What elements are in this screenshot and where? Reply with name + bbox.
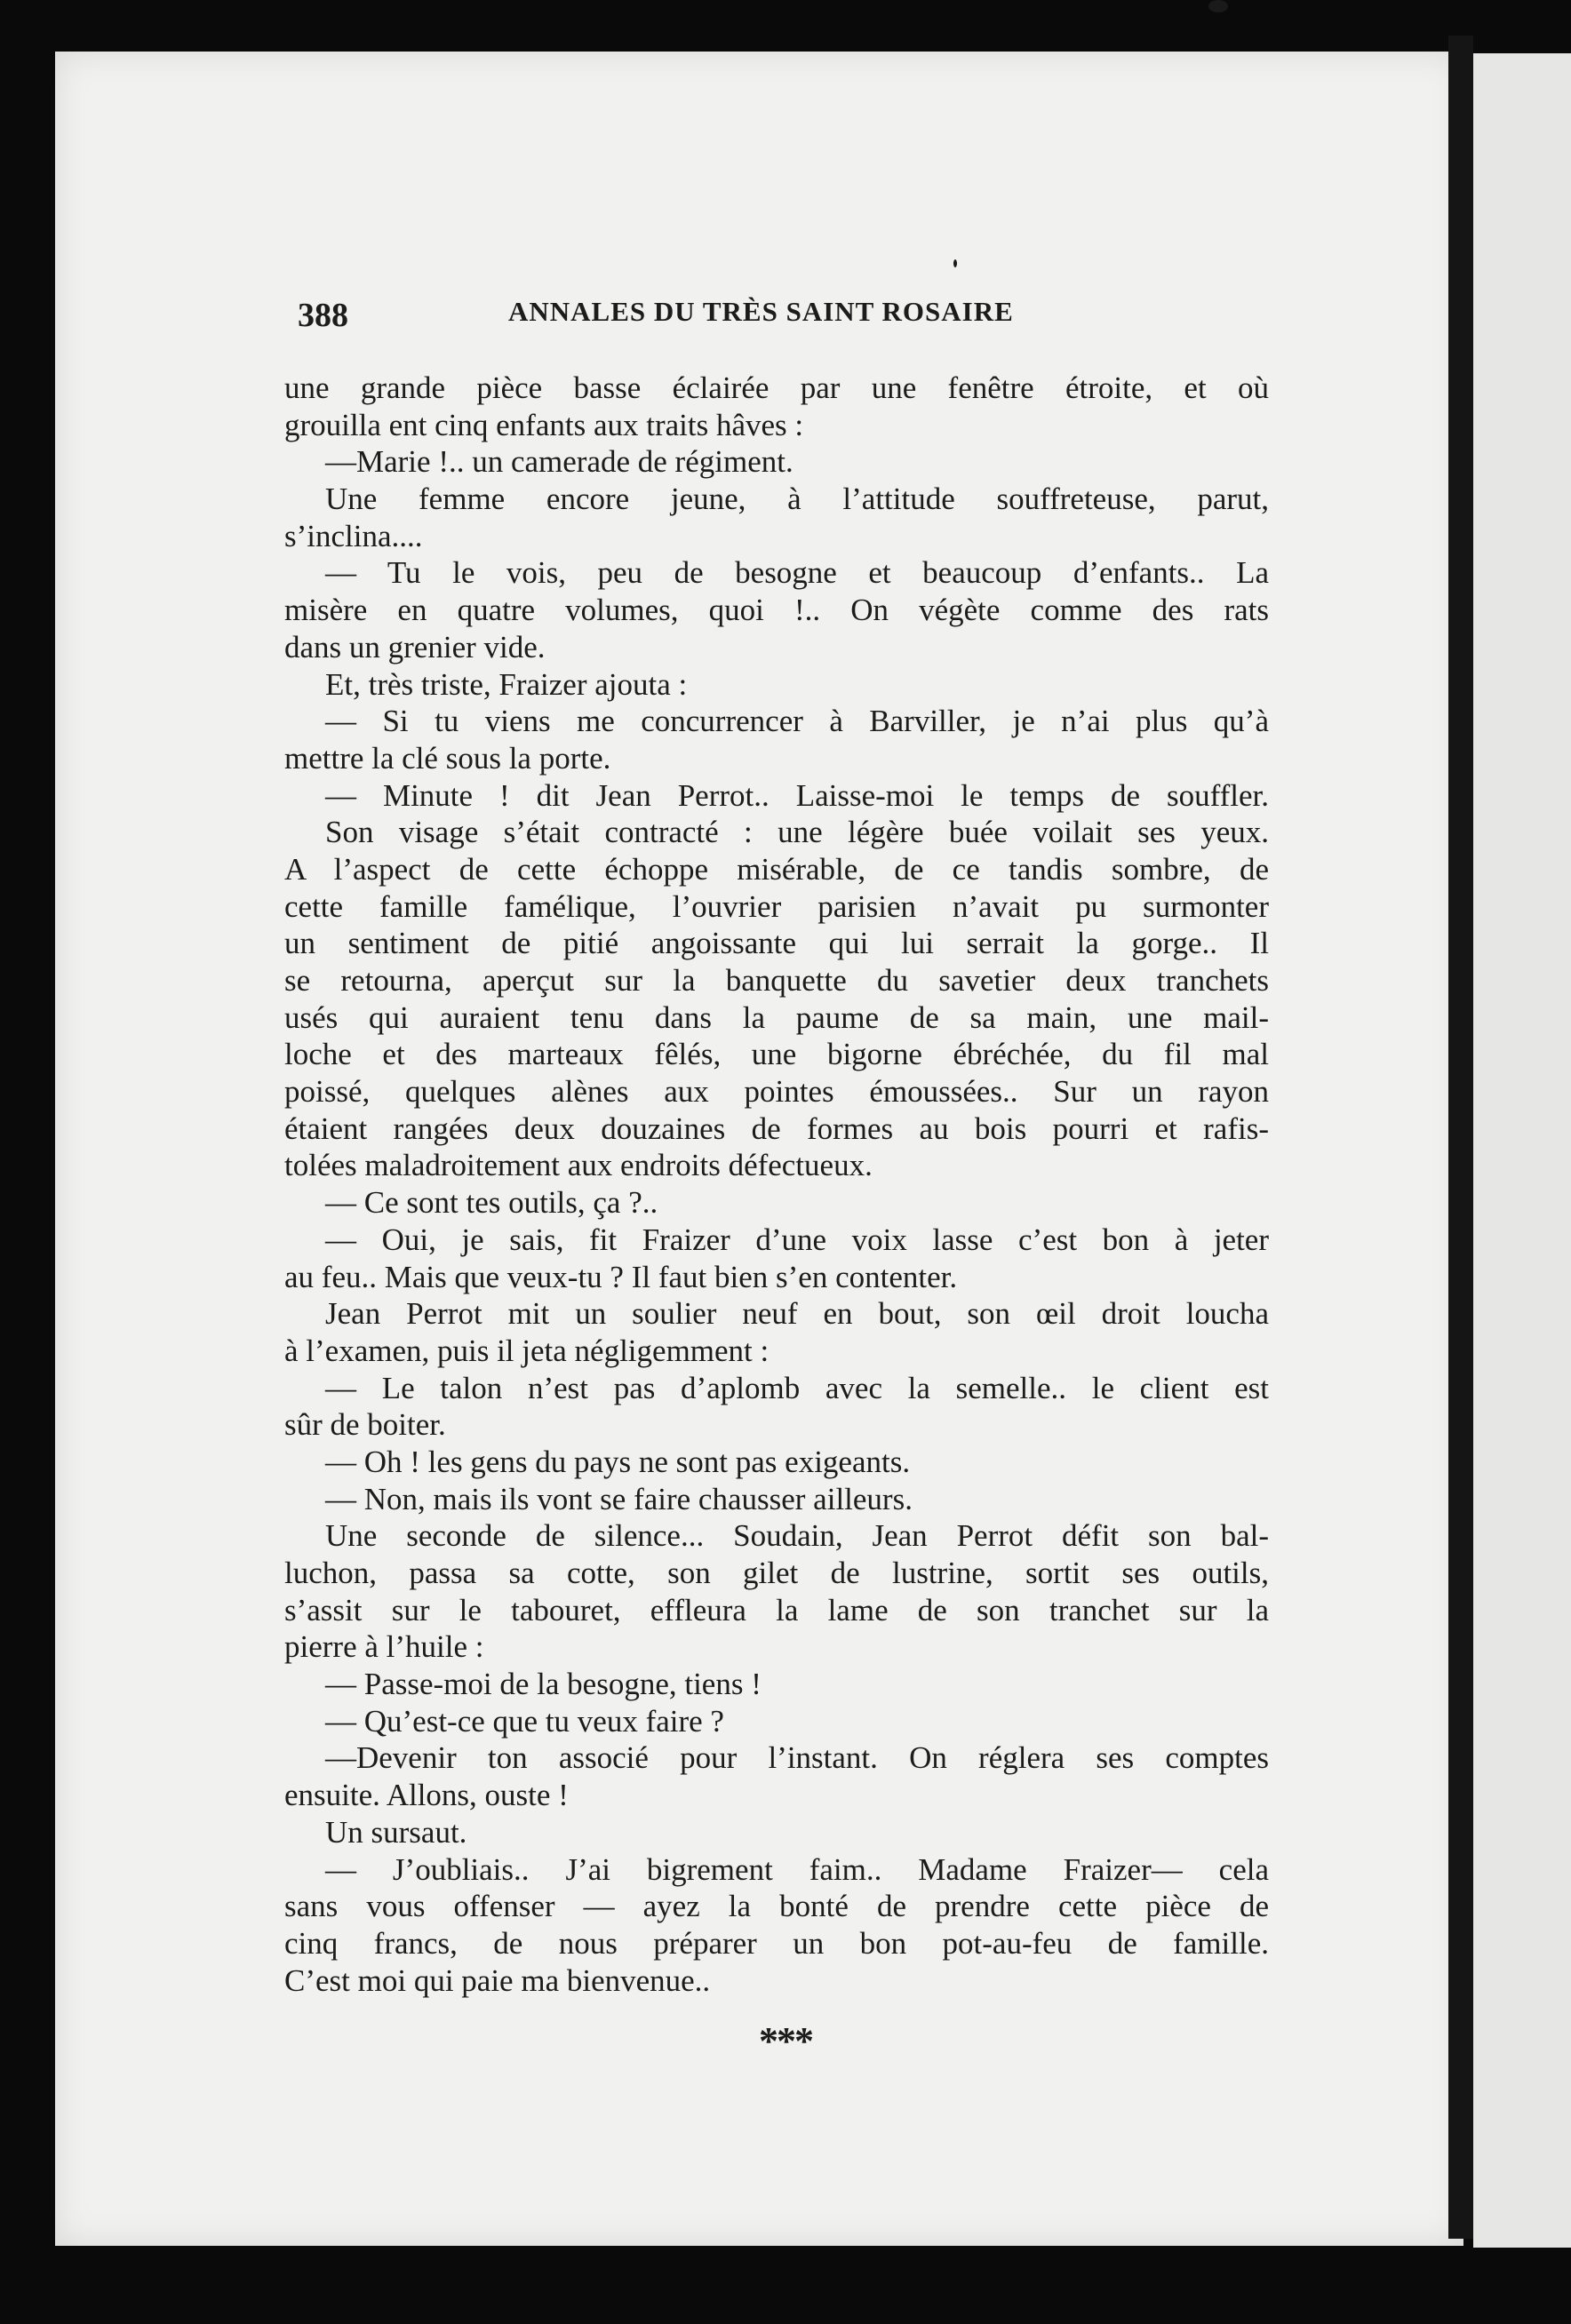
text-line: — Minute ! dit Jean Perrot.. Laisse-moi le temps de souffler.: [325, 777, 1269, 813]
text-line: s’assit sur le tabouret, effleura la lame de son tranchet sur la: [284, 1592, 1269, 1628]
text-line: un sentiment de pitié angoissante qui lui serrait la gorge.. Il: [284, 926, 1269, 961]
text-line: — Tu le vois, peu de besogne et beaucoup d’enfants.. La: [325, 555, 1269, 591]
text-line: étaient rangées deux douzaines de formes au bois pourri et rafis-: [284, 1110, 1269, 1146]
text-line: cinq francs, de nous préparer un bon pot-au-feu de famille.: [284, 1925, 1269, 1961]
text-line: — Oui, je sais, fit Fraizer d’une voix lasse c’est bon à jeter: [325, 1222, 1269, 1257]
text-line: loche et des marteaux fêlés, une bigorne ébréchée, du fil mal: [284, 1037, 1269, 1072]
text-line: dans un grenier vide.: [284, 629, 546, 665]
text-line: usés qui auraient tenu dans la paume de sa main, une mail-: [284, 999, 1269, 1035]
text-line: luchon, passa sa cotte, son gilet de lustrine, sortit ses outils,: [284, 1556, 1269, 1590]
text-line: — Qu’est-ce que tu veux faire ?: [325, 1703, 724, 1739]
text-line: — Si tu viens me concurrencer à Barviller, je n’ai plus qu’à: [325, 704, 1269, 739]
facing-page-edge: [1473, 53, 1571, 2248]
text-line: poissé, quelques alènes aux pointes émoussées.. Sur un rayon: [284, 1074, 1269, 1110]
text-line: C’est moi qui paie ma bienvenue..: [284, 1962, 711, 1998]
text-line: grouilla ent cinq enfants aux traits hâves :: [284, 407, 804, 442]
text-line: mettre la clé sous la porte.: [284, 740, 611, 776]
running-head: ANNALES DU TRÈS SAINT ROSAIRE: [508, 296, 1014, 327]
text-line: tolées maladroitement aux endroits défectueux.: [284, 1148, 873, 1183]
text-line: Et, très triste, Fraizer ajouta :: [325, 666, 688, 702]
body-text: [284, 370, 1269, 1999]
text-line: Une femme encore jeune, à l’attitude souffreteuse, parut,: [325, 482, 1269, 517]
text-line: — Non, mais ils vont se faire chausser ailleurs.: [325, 1481, 913, 1516]
text-line: une grande pièce basse éclairée par une fenêtre étroite, et où: [284, 370, 1269, 405]
text-line: — Le talon n’est pas d’aplomb avec la semelle.. le client est: [325, 1370, 1269, 1405]
text-line: à l’examen, puis il jeta négligemment :: [284, 1333, 770, 1368]
text-line: — J’oubliais.. J’ai bigrement faim.. Madame Fraizer— cela: [325, 1851, 1269, 1887]
text-line: —Marie !.. un camerade de régiment.: [325, 444, 793, 480]
text-line: sûr de boiter.: [284, 1407, 446, 1443]
text-line: ensuite. Allons, ouste !: [284, 1778, 569, 1813]
text-line: au feu.. Mais que veux-tu ? Il faut bien s’en contenter.: [284, 1259, 958, 1294]
scan-speck: [1208, 0, 1228, 12]
text-line: Son visage s’était contracté : une légère buée voilait ses yeux.: [325, 815, 1269, 850]
text-line: sans vous offenser — ayez la bonté de prendre cette pièce de: [284, 1889, 1269, 1924]
section-break-asterism: ***: [759, 2019, 812, 2063]
text-line: Une seconde de silence... Soudain, Jean Perrot défit son bal-: [325, 1518, 1269, 1554]
text-line: — Ce sont tes outils, ça ?..: [325, 1185, 658, 1221]
page-number: 388: [298, 297, 348, 334]
text-line: Jean Perrot mit un soulier neuf en bout, son œil droit loucha: [325, 1296, 1269, 1332]
text-line: pierre à l’huile :: [284, 1629, 484, 1665]
scan-speck: [953, 259, 957, 267]
text-line: — Passe-moi de la besogne, tiens !: [325, 1667, 762, 1702]
book-gutter: [1448, 36, 1473, 2239]
text-line: se retourna, aperçut sur la banquette du savetier deux tranchets: [284, 963, 1269, 998]
text-line: —Devenir ton associé pour l’instant. On réglera ses comptes: [325, 1740, 1269, 1776]
text-line: A l’aspect de cette échoppe misérable, de ce tandis sombre, de: [284, 851, 1269, 887]
text-line: — Oh ! les gens du pays ne sont pas exigeants.: [325, 1444, 911, 1479]
text-line: s’inclina....: [284, 518, 423, 553]
text-line: misère en quatre volumes, quoi !.. On végète comme des rats: [284, 593, 1269, 628]
text-line: Un sursaut.: [325, 1814, 467, 1850]
text-line: cette famille famélique, l’ouvrier parisien n’avait pu surmonter: [284, 888, 1269, 924]
